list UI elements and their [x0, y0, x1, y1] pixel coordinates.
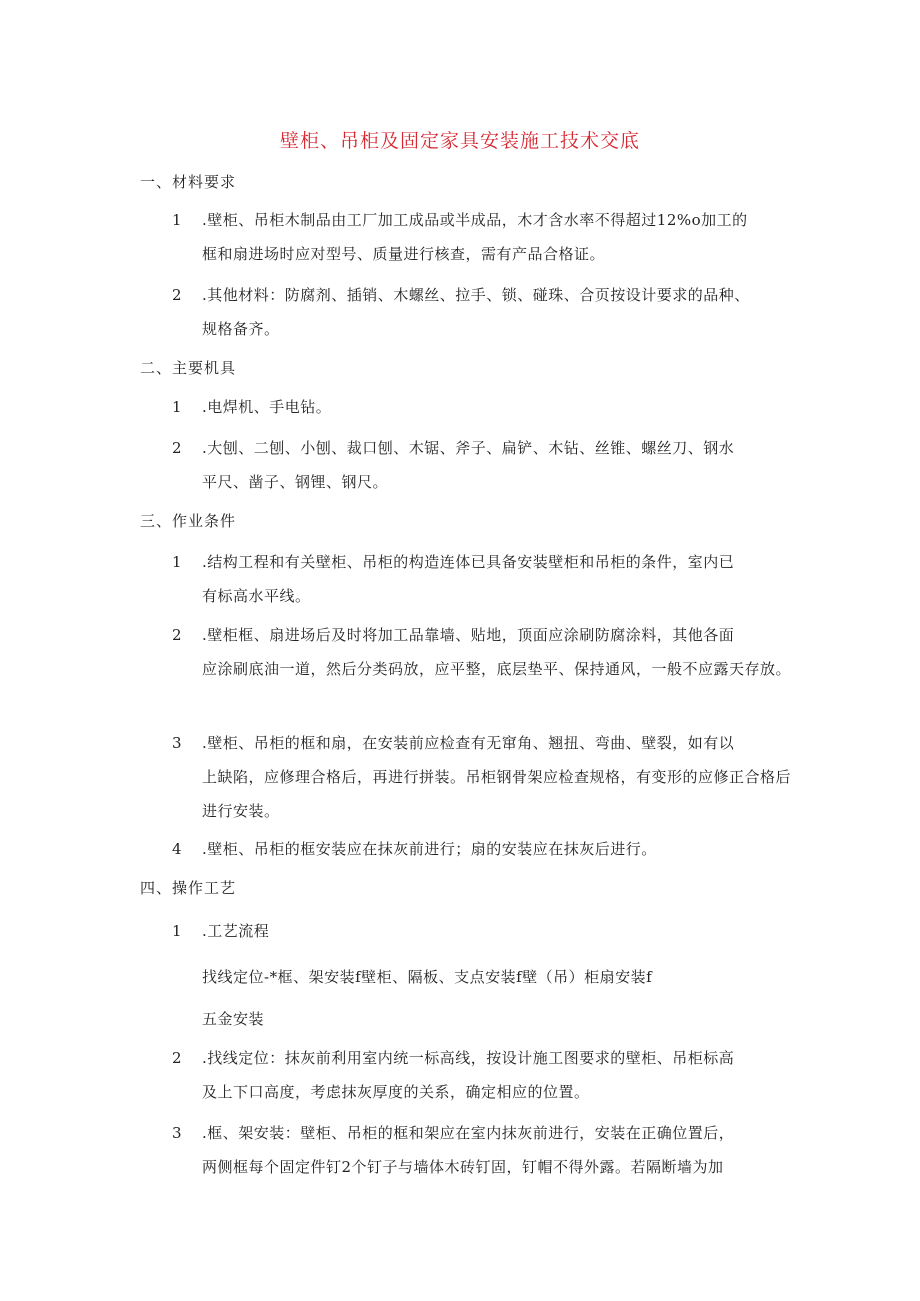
process-flow-line: 找线定位-*框、架安装f壁柜、隔板、支点安装f壁（吊）柜扇安装f: [202, 968, 653, 986]
section-heading-process: 四、操作工艺: [140, 879, 237, 897]
list-item: [172, 545, 802, 613]
item-text-continued: 平尺、凿子、钢锂、钢尺。: [202, 473, 389, 491]
process-flow-line: 五金安装: [202, 1010, 265, 1028]
item-text: .壁柜框、扇进场后及时将加工品靠墙、贴地，顶面应涂刷防腐涂料，其他各面: [202, 626, 735, 644]
item-text-continued: 两侧框每个固定件钉2个钉子与墙体木砖钉固，钉帽不得外露。若隔断墙为加: [202, 1158, 724, 1176]
item-number: 2: [172, 626, 183, 644]
list-item: [172, 1116, 802, 1184]
list-item: [172, 618, 802, 686]
item-text-continued: 有标高水平线。: [202, 587, 311, 605]
item-text-continued: 上缺陷，应修理合格后，再进行拼装。吊柜钢骨架应检查规格，有变形的应修正合格后进行安装。: [202, 768, 792, 820]
item-number: 4: [172, 840, 183, 858]
item-number: 1: [172, 553, 183, 571]
item-text: .大刨、二刨、小刨、裁口刨、木锯、斧子、扁铲、木钻、丝锥、螺丝刀、钢水: [202, 439, 735, 457]
document-title: 壁柜、吊柜及固定家具安装施工技术交底: [279, 130, 640, 152]
section-heading-materials: 一、材料要求: [140, 173, 237, 191]
item-text: .其他材料：防腐剂、插销、木螺丝、拉手、锁、碰珠、合页按设计要求的品种、: [202, 286, 750, 304]
list-item: [172, 726, 802, 828]
item-number: 1: [172, 398, 183, 416]
item-text-continued: 及上下口高度，考虑抹灰厚度的关系，确定相应的位置。: [202, 1083, 590, 1101]
item-number: 1: [172, 922, 183, 940]
item-number: 2: [172, 286, 183, 304]
item-text: .壁柜、吊柜木制品由工厂加工成品或半成品，木才含水率不得超过12%o加工的: [202, 211, 748, 229]
item-text: .找线定位：抹灰前利用室内统一标高线，按设计施工图要求的壁柜、吊柜标高: [202, 1049, 735, 1067]
item-text: .工艺流程: [202, 922, 270, 940]
list-item: [172, 1041, 802, 1109]
item-number: 2: [172, 439, 183, 457]
list-item: [172, 832, 802, 866]
item-number: 3: [172, 734, 183, 752]
item-text: .电焊机、手电钻。: [202, 398, 332, 416]
item-number: 1: [172, 211, 183, 229]
item-text: .结构工程和有关壁柜、吊柜的构造连体已具备安装壁柜和吊柜的条件，室内已: [202, 553, 735, 571]
item-text-continued: 应涂刷底油一道，然后分类码放，应平整，底层垫平、保持通风，一般不应露天存放。: [202, 660, 792, 678]
item-text: .框、架安装：壁柜、吊柜的框和架应在室内抹灰前进行，安装在正确位置后，: [202, 1124, 735, 1142]
item-text: .壁柜、吊柜的框和扇，在安装前应检查有无窜角、翘扭、弯曲、壁裂，如有以: [202, 734, 735, 752]
section-heading-tools: 二、主要机具: [140, 359, 237, 377]
list-item: [172, 431, 802, 499]
item-number: 2: [172, 1049, 183, 1067]
item-text: .壁柜、吊柜的框安装应在抹灰前进行；扇的安装应在抹灰后进行。: [202, 840, 657, 858]
list-item: [172, 278, 802, 346]
list-item: [172, 914, 802, 948]
section-heading-conditions: 三、作业条件: [140, 512, 237, 530]
item-text-continued: 框和扇进场时应对型号、质量进行核查，需有产品合格证。: [202, 245, 606, 263]
list-item: [172, 203, 802, 271]
list-item: [172, 390, 802, 424]
item-text-continued: 规格备齐。: [202, 320, 280, 338]
item-number: 3: [172, 1124, 183, 1142]
